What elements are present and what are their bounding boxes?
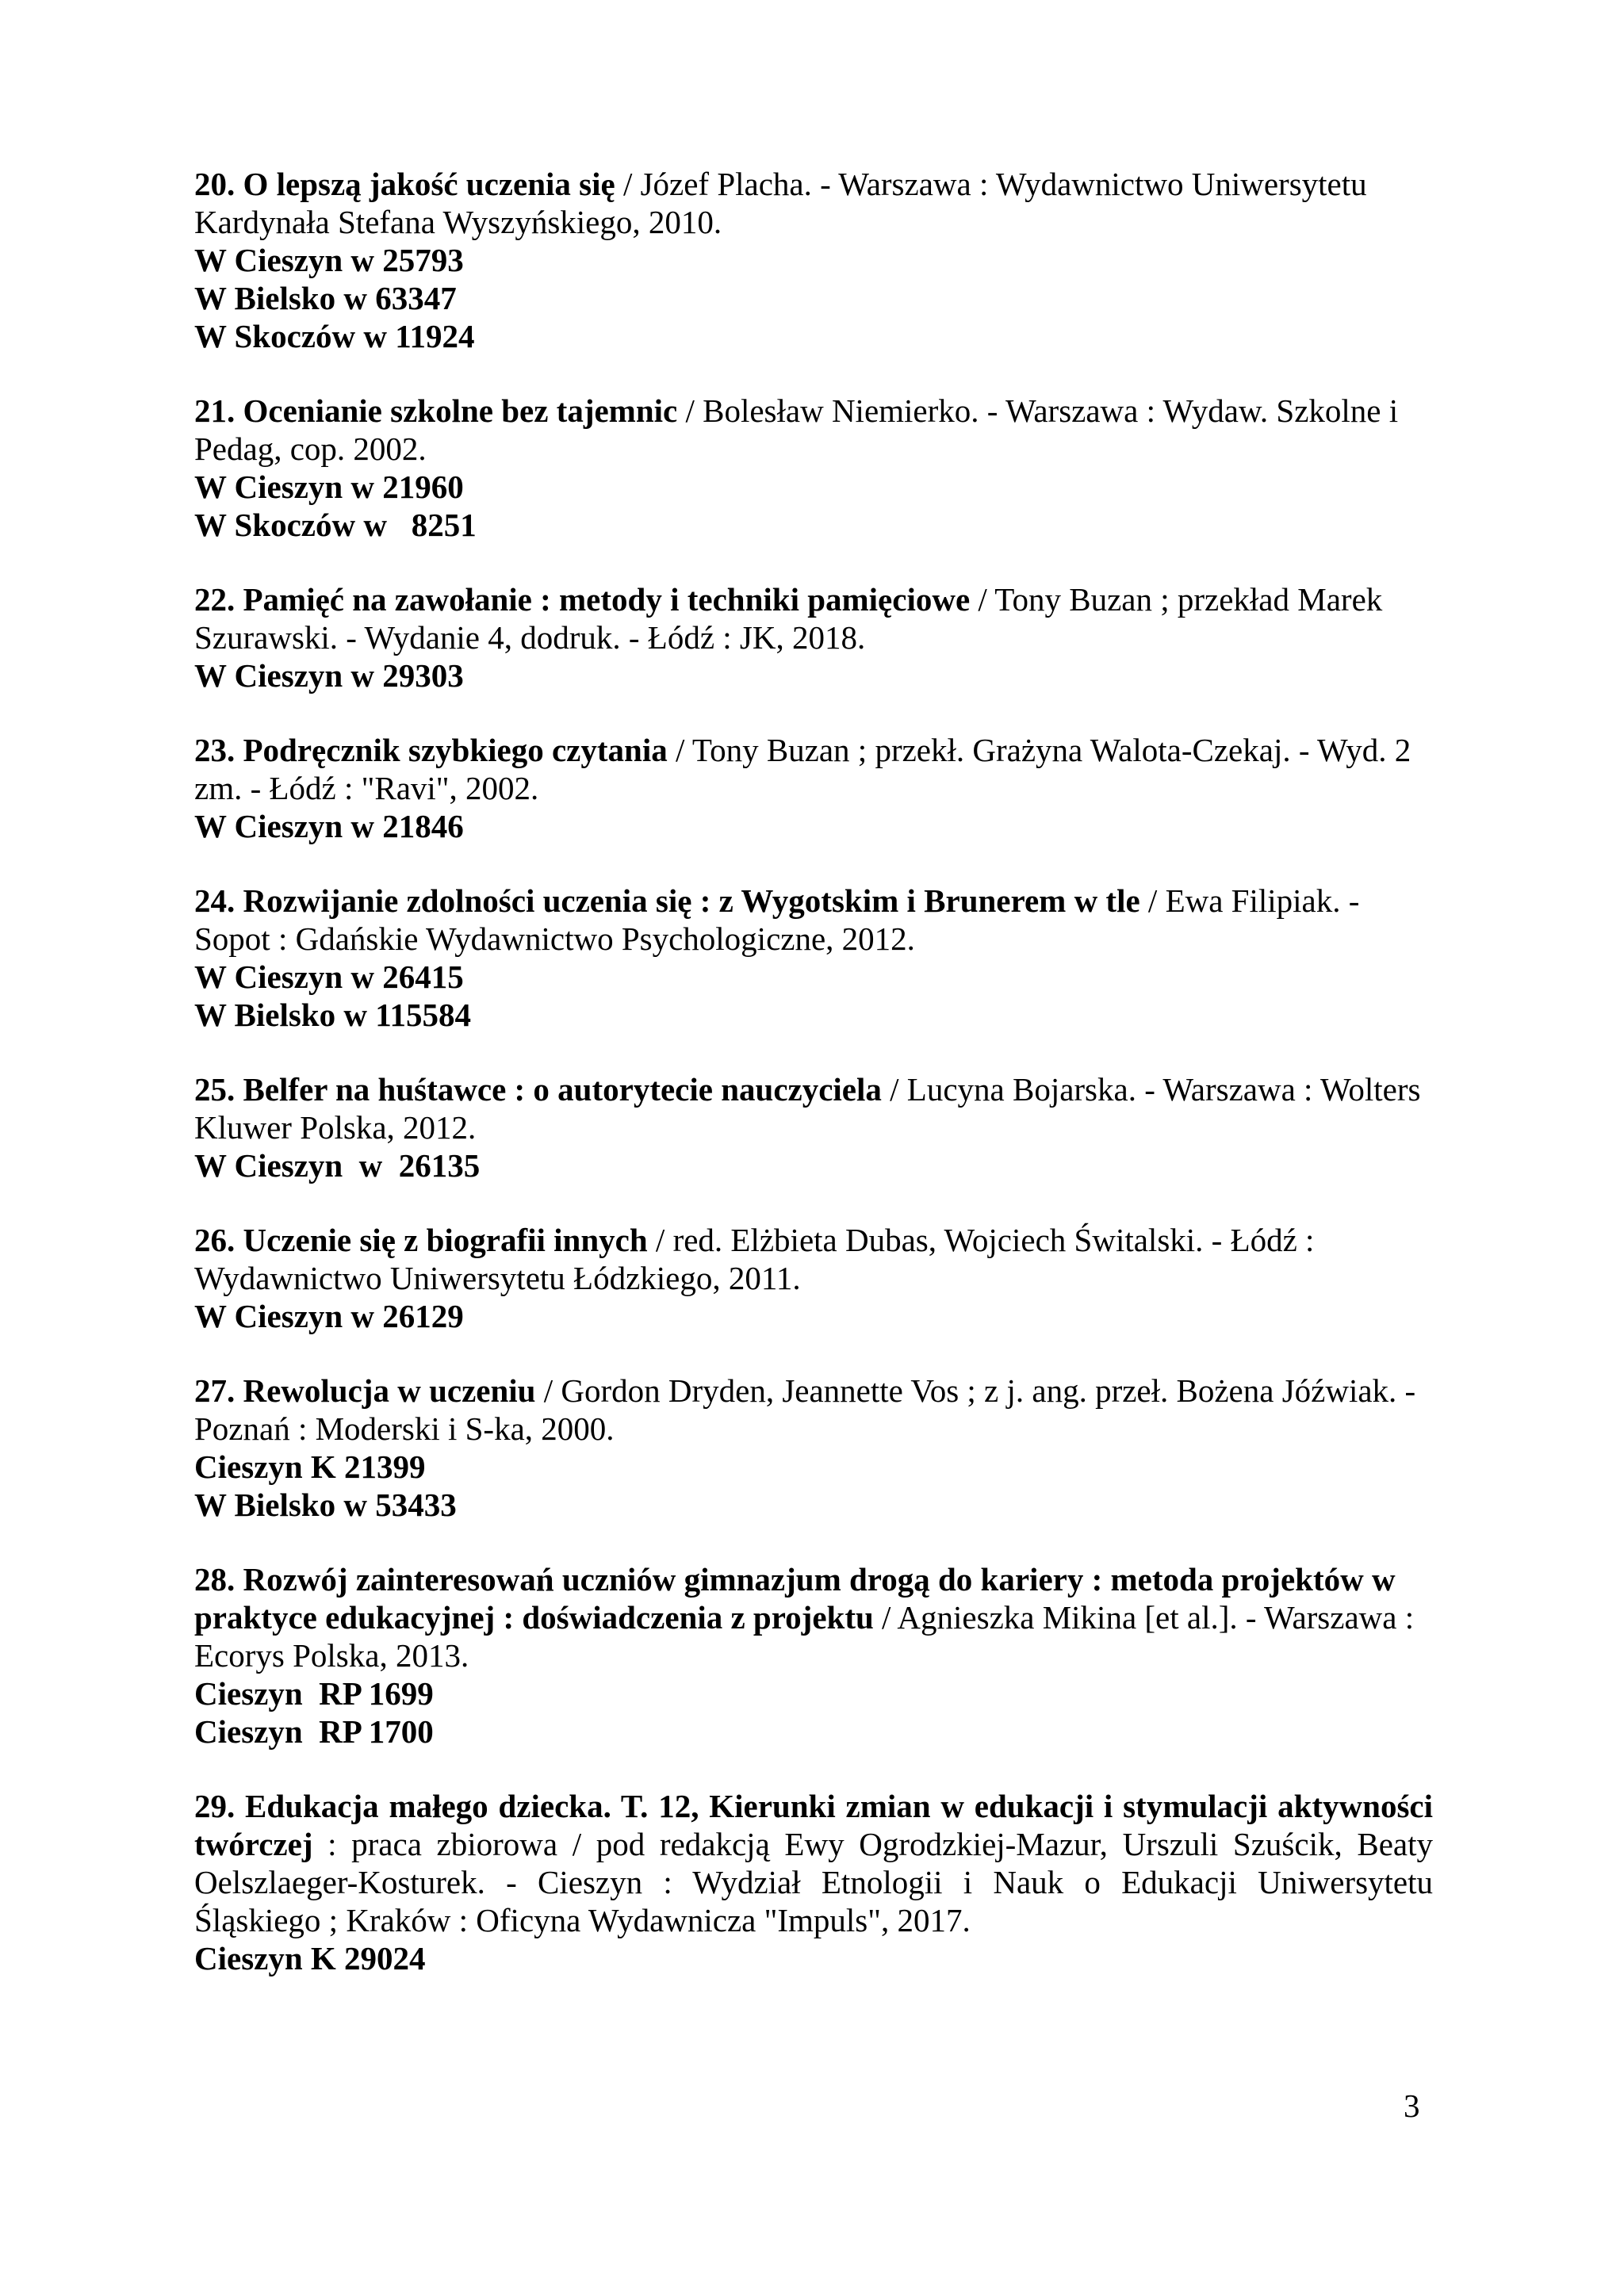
entry-description (194, 392, 1433, 468)
location-line: W Cieszyn w 26135 (194, 1147, 481, 1184)
entry-description (194, 1560, 1433, 1674)
location-line: Cieszyn RP 1699 (194, 1675, 434, 1712)
entry-description (194, 882, 1433, 958)
entry-details: / Lucyna Bojarska. - Warszawa : Wolters Kluwer Polska, 2012. (194, 1071, 1421, 1146)
bibliography-entry-26 (194, 1221, 1433, 1335)
entry-details: / Józef Placha. - Warszawa : Wydawnictwo Uniwersytetu Kardynała Stefana Wyszyńskiego, 2010. (194, 166, 1367, 240)
location-line: W Cieszyn w 29303 (194, 657, 464, 694)
entry-title: 21. Ocenianie szkolne bez tajemnic (194, 392, 678, 429)
entry-details: / Tony Buzan ; przekład Marek Szurawski. - Wydanie 4, dodruk. - Łódź : JK, 2018. (194, 581, 1383, 656)
bibliography-entry-24 (194, 882, 1433, 1034)
entry-details: : praca zbiorowa / pod redakcją Ewy Ogrodzkiej-Mazur, Urszuli Szuścik, Beaty Oelszlaeger-Kosturek. - Cieszyn : Wydział Etnologii i Nauk o Edukacji Uniwersytetu Śląskiego ; Kraków : Oficyna Wydawnicza "Impuls", 2017. (194, 1826, 1433, 1938)
entry-description (194, 1221, 1433, 1297)
location-line: Cieszyn K 29024 (194, 1940, 426, 1976)
location-line: W Cieszyn w 25793 (194, 242, 464, 278)
entry-description (194, 580, 1433, 656)
entry-details: / Ewa Filipiak. - Sopot : Gdańskie Wydawnictwo Psychologiczne, 2012. (194, 882, 1360, 957)
location-line: Cieszyn K 21399 (194, 1448, 426, 1485)
location-line: W Cieszyn w 26129 (194, 1298, 464, 1334)
entry-title: 22. Pamięć na zawołanie : metody i techniki pamięciowe (194, 581, 971, 618)
location-line: Cieszyn RP 1700 (194, 1713, 434, 1750)
entry-details: / Gordon Dryden, Jeannette Vos ; z j. ang. przeł. Bożena Jóźwiak. - Poznań : Moderski i S-ka, 2000. (194, 1372, 1416, 1447)
entry-description (194, 731, 1433, 807)
bibliography-entry-25 (194, 1070, 1433, 1184)
bibliography-entry-22 (194, 580, 1433, 695)
bibliography-entry-27 (194, 1372, 1433, 1524)
entry-title: 20. O lepszą jakość uczenia się (194, 166, 615, 202)
entry-details: / Agnieszka Mikina [et al.]. - Warszawa : Ecorys Polska, 2013. (194, 1599, 1415, 1674)
entry-description (194, 1372, 1433, 1448)
bibliography-entry-20 (194, 165, 1433, 355)
location-line: W Skoczów w 11924 (194, 318, 475, 354)
location-line: W Cieszyn w 26415 (194, 959, 464, 995)
bibliography-entry-21 (194, 392, 1433, 544)
entry-description (194, 1070, 1433, 1146)
entry-title: 28. Rozwój zainteresowań uczniów gimnazjum drogą do kariery : metoda projektów w praktyce edukacyjnej : doświadczenia z projektu (194, 1561, 1396, 1636)
bibliography-page (194, 165, 1433, 2014)
entry-description (194, 1787, 1433, 1939)
entry-details: / Bolesław Niemierko. - Warszawa : Wydaw. Szkolne i Pedag, cop. 2002. (194, 392, 1399, 467)
entry-title: 26. Uczenie się z biografii innych (194, 1222, 648, 1258)
entry-description (194, 165, 1433, 241)
bibliography-entry-29 (194, 1787, 1433, 1977)
entry-details: / red. Elżbieta Dubas, Wojciech Świtalski. - Łódź : Wydawnictwo Uniwersytetu Łódzkiego, 2011. (194, 1222, 1315, 1296)
entry-title: 24. Rozwijanie zdolności uczenia się : z Wygotskim i Brunerem w tle (194, 882, 1140, 919)
location-line: W Skoczów w 8251 (194, 507, 477, 543)
entry-details: / Tony Buzan ; przekł. Grażyna Walota-Czekaj. - Wyd. 2 zm. - Łódź : "Ravi", 2002. (194, 732, 1411, 806)
location-line: W Bielsko w 63347 (194, 280, 457, 316)
location-line: W Bielsko w 115584 (194, 997, 471, 1033)
bibliography-entry-28 (194, 1560, 1433, 1751)
entry-title: 23. Podręcznik szybkiego czytania (194, 732, 668, 768)
location-line: W Cieszyn w 21960 (194, 469, 464, 505)
page-number: 3 (1404, 2087, 1420, 2124)
entry-title: 29. Edukacja małego dziecka. T. 12, Kierunki zmian w edukacji i stymulacji aktywności twórczej (194, 1788, 1433, 1862)
entry-title: 25. Belfer na huśtawce : o autorytecie nauczyciela (194, 1071, 882, 1108)
bibliography-entry-23 (194, 731, 1433, 845)
entry-title: 27. Rewolucja w uczeniu (194, 1372, 536, 1409)
location-line: W Bielsko w 53433 (194, 1487, 457, 1523)
location-line: W Cieszyn w 21846 (194, 808, 464, 844)
